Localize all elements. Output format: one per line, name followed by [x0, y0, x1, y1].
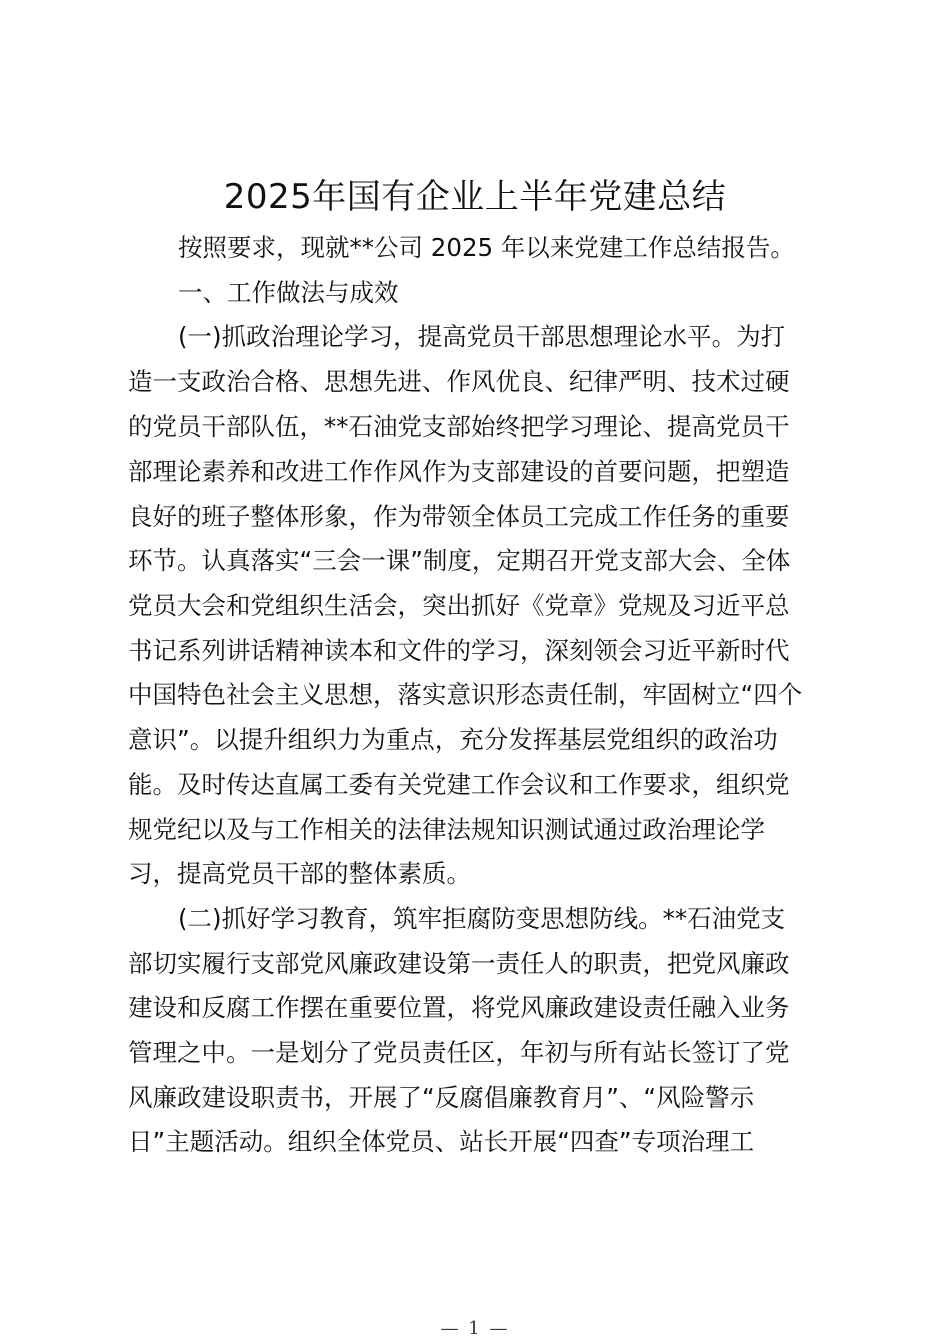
text-line: 风廉政建设职责书，开展了“反腐倡廉教育月”、“风险警示 — [128, 1083, 755, 1112]
document-title: 2025年国有企业上半年党建总结 — [223, 177, 727, 217]
text-line: 环节。认真落实“三会一课”制度，定期召开党支部大会、全体 — [128, 546, 791, 575]
text-line: 中国特色社会主义思想，落实意识形态责任制，牢固树立“四个 — [128, 680, 803, 709]
text-line: 规党纪以及与工作相关的法律法规知识测试通过政治理论学 — [128, 815, 765, 844]
page-number: — 1 — — [440, 1318, 510, 1339]
text-line: (一)抓政治理论学习，提高党员干部思想理论水平。为打 — [178, 322, 786, 351]
text-line: 意识”。以提升组织力为重点，充分发挥基层党组织的政治功 — [128, 725, 778, 754]
text-line: (二)抓好学习教育，筑牢拒腐防变思想防线。**石油党支 — [178, 904, 786, 933]
text-line: 的党员干部队伍，**石油党支部始终把学习理论、提高党员干 — [128, 412, 790, 441]
text-line: 建设和反腐工作摆在重要位置，将党风廉政建设责任融入业务 — [128, 993, 790, 1022]
text-line: 能。及时传达直属工委有关党建工作会议和工作要求，组织党 — [128, 770, 790, 799]
text-line: 日”主题活动。组织全体党员、站长开展“四查”专项治理工 — [128, 1127, 755, 1156]
text-line: 部理论素养和改进工作作风作为支部建设的首要问题，把塑造 — [128, 457, 790, 486]
text-line: 党员大会和党组织生活会，突出抓好《党章》党规及习近平总 — [128, 591, 790, 620]
text-line: 按照要求，现就**公司 2025 年以来党建工作总结报告。 — [178, 233, 795, 262]
section-heading: 一、工作做法与成效 — [178, 278, 399, 307]
text-line: 部切实履行支部党风廉政建设第一责任人的职责，把党风廉政 — [128, 949, 790, 978]
text-line: 良好的班子整体形象，作为带领全体员工完成工作任务的重要 — [128, 502, 790, 531]
text-line: 习，提高党员干部的整体素质。 — [128, 859, 471, 888]
text-line: 书记系列讲话精神读本和文件的学习，深刻领会习近平新时代 — [128, 636, 790, 665]
text-line: 管理之中。一是划分了党员责任区，年初与所有站长签订了党 — [128, 1038, 790, 1067]
text-line: 造一支政治合格、思想先进、作风优良、纪律严明、技术过硬 — [128, 367, 790, 396]
